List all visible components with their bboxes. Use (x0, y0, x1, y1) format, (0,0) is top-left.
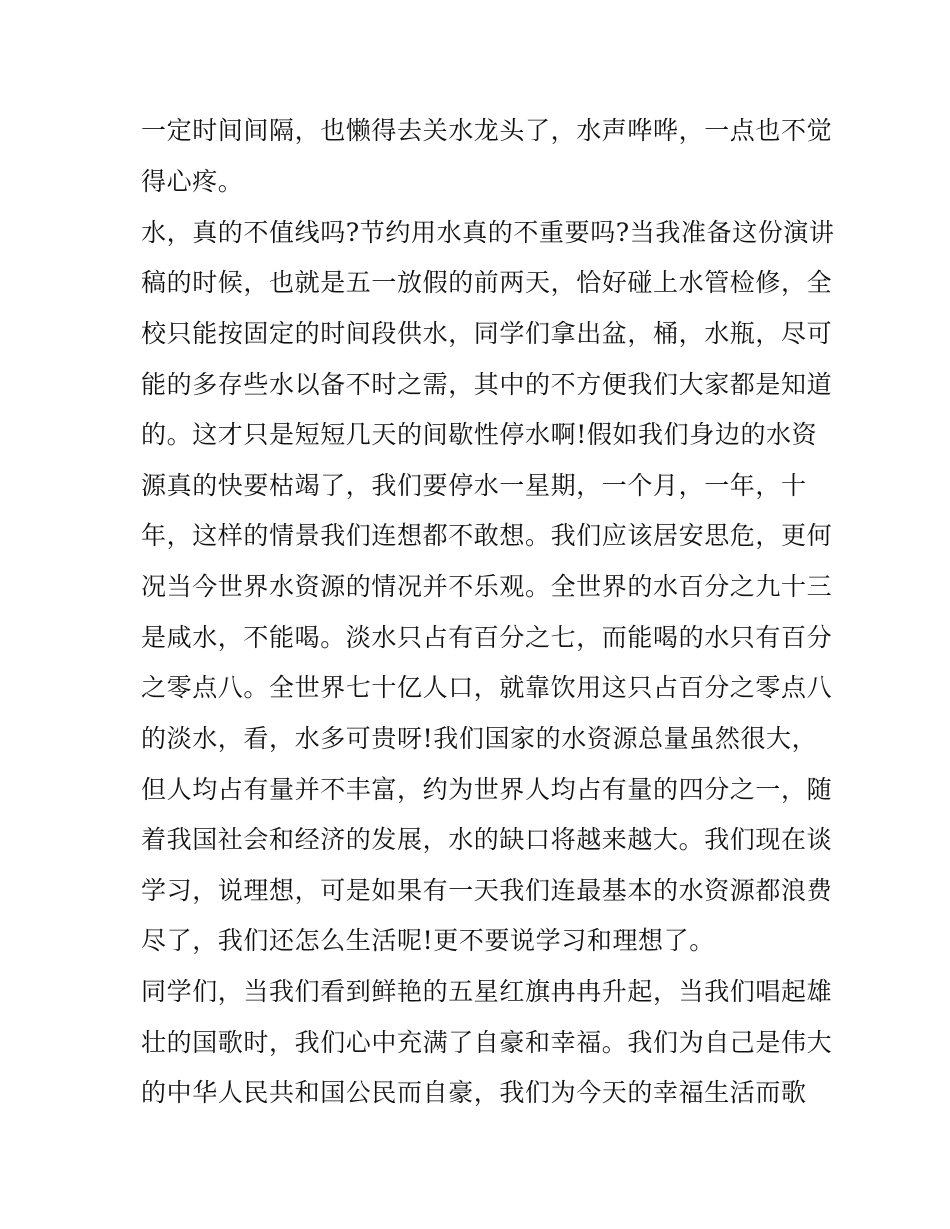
text-line: 一定时间间隔，也懒得去关水龙头了，水声哗哗，一点也不觉 (141, 116, 833, 145)
text-line: 着我国社会和经济的发展，水的缺口将越来越大。我们现在谈 (141, 825, 833, 854)
text-line: 能的多存些水以备不时之需，其中的不方便我们大家都是知道 (141, 370, 833, 399)
text-line: 的中华人民共和国公民而自豪，我们为今天的幸福生活而歌 (141, 1078, 807, 1107)
text-line: 得心疼。 (141, 167, 244, 196)
text-line: 是咸水，不能喝。淡水只占有百分之七，而能喝的水只有百分 (141, 623, 833, 652)
text-line: 年，这样的情景我们连想都不敢想。我们应该居安思危，更何 (141, 521, 833, 550)
text-line: 尽了，我们还怎么生活呢!更不要说学习和理想了。 (141, 926, 715, 955)
text-line: 但人均占有量并不丰富，约为世界人均占有量的四分之一，随 (141, 775, 833, 804)
text-line: 水，真的不值线吗?节约用水真的不重要吗?当我准备这份演讲 (141, 218, 835, 247)
text-line: 况当今世界水资源的情况并不乐观。全世界的水百分之九十三 (141, 572, 833, 601)
text-line: 源真的快要枯竭了，我们要停水一星期，一个月，一年，十 (141, 471, 807, 500)
text-line: 学习，说理想，可是如果有一天我们连最基本的水资源都浪费 (141, 876, 833, 905)
text-line: 壮的国歌时，我们心中充满了自豪和幸福。我们为自己是伟大 (141, 1028, 833, 1057)
text-line: 稿的时候，也就是五一放假的前两天，恰好碰上水管检修，全 (141, 268, 833, 297)
text-line: 的淡水，看，水多可贵呀!我们国家的水资源总量虽然很大， (141, 724, 818, 753)
text-line: 之零点八。全世界七十亿人口，就靠饮用这只占百分之零点八 (141, 673, 833, 702)
text-line: 同学们，当我们看到鲜艳的五星红旗冉冉升起，当我们唱起雄 (141, 977, 833, 1006)
text-line: 校只能按固定的时间段供水，同学们拿出盆，桶，水瓶，尽可 (141, 319, 833, 348)
text-line: 的。这才只是短短几天的间歇性停水啊!假如我们身边的水资 (141, 420, 818, 449)
